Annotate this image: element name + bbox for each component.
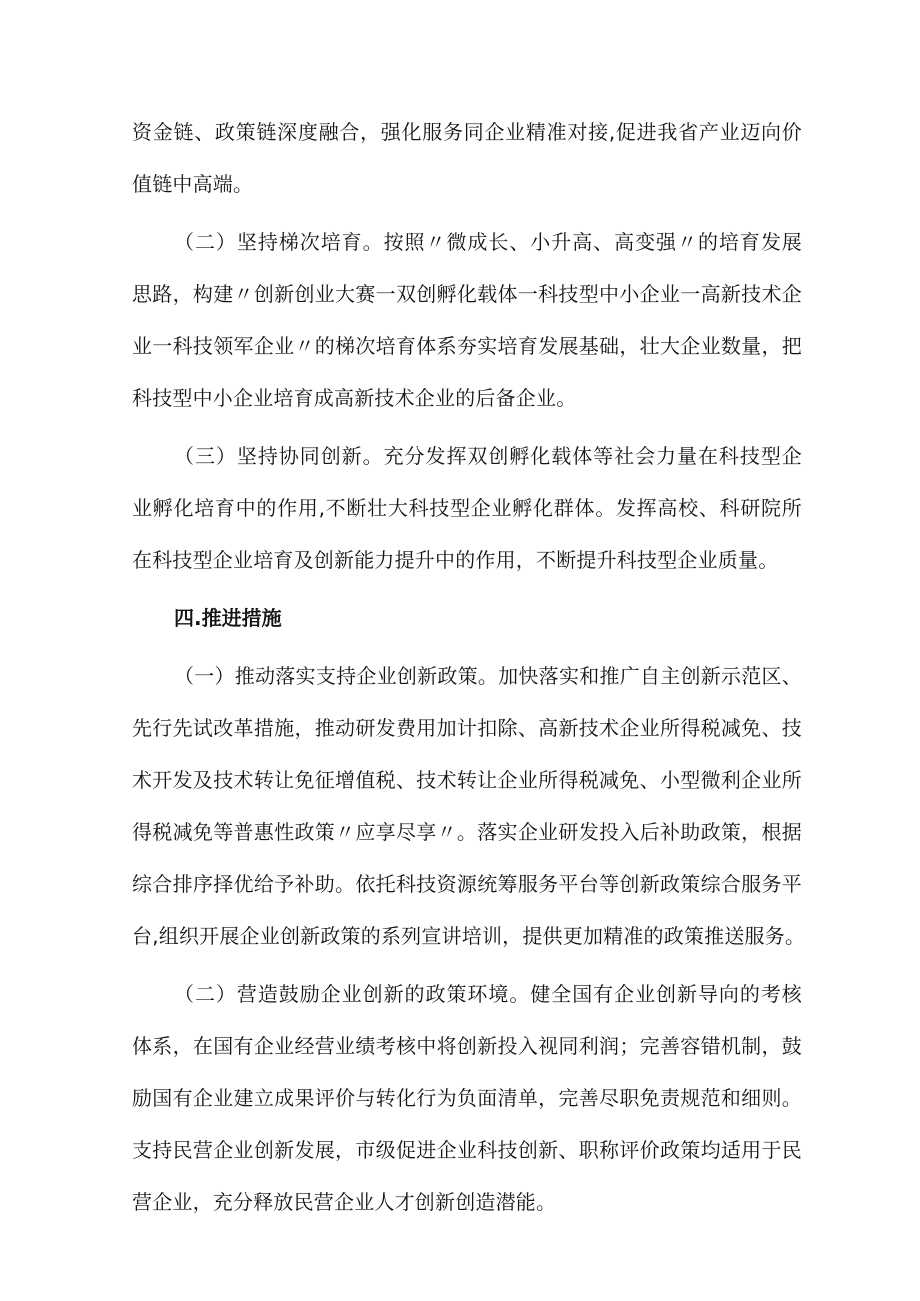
paragraph-chain-integration <box>132 106 802 210</box>
text-line: 科技型中小企业培育成高新技术企业的后备企业。 <box>132 386 577 410</box>
text-line: 业一科技领军企业〃的梯次培育体系夯实培育发展基础，壮大企业数量，把 <box>132 334 802 358</box>
text-line: 体系，在国有企业经营业绩考核中将创新投入视同利润；完善容错机制，鼓 <box>132 1034 802 1058</box>
text-line: 支持民营企业创新发展，市级促进企业科技创新、职称评价政策均适用于民 <box>132 1138 802 1162</box>
document-body <box>132 106 806 1234</box>
text-line: 术开发及技术转让免征增值税、技术转让企业所得税减免、小型微利企业所 <box>132 768 802 792</box>
text-line: 得税减免等普惠性政策〃应享尽享〃。落实企业研发投入后补助政策，根据 <box>132 820 802 844</box>
text-line: 综合排序择优给予补助。依托科技资源统筹服务平台等创新政策综合服务平 <box>132 872 802 896</box>
text-line: （三）坚持协同创新。充分发挥双创孵化载体等社会力量在科技型企 <box>174 444 802 468</box>
text-line: （二）营造鼓励企业创新的政策环境。健全国有企业创新导向的考核 <box>174 982 802 1006</box>
text-line: 值链中高端。 <box>132 172 254 196</box>
paragraph-collaborative-innovation <box>132 430 802 586</box>
text-line: 先行先试改革措施，推动研发费用加计扣除、高新技术企业所得税减免、技 <box>132 716 802 740</box>
section-heading: 四.推进措施 <box>174 606 282 630</box>
text-line: 资金链、政策链深度融合，强化服务同企业精准对接,促进我省产业迈向价 <box>132 120 802 144</box>
text-line: （一）推动落实支持企业创新政策。加快落实和推广自主创新示范区、 <box>174 664 802 688</box>
text-line: 思路，构建〃创新创业大赛一双创孵化载体一科技型中小企业一高新技术企 <box>132 282 802 306</box>
text-line: 励国有企业建立成果评价与转化行为负面清单，完善尽职免责规范和细则。 <box>132 1086 802 1110</box>
paragraph-policy-implementation <box>132 650 806 962</box>
text-line: 在科技型企业培育及创新能力提升中的作用，不断提升科技型企业质量。 <box>132 548 779 572</box>
text-line: 台,组织开展企业创新政策的系列宣讲培训，提供更加精准的政策推送服务。 <box>132 924 806 948</box>
text-line: （二）坚持梯次培育。按照〃微成长、小升高、高变强〃的培育发展 <box>174 230 802 254</box>
paragraph-tiered-cultivation <box>132 216 802 424</box>
text-line: 营企业，充分释放民营企业人才创新创造潜能。 <box>132 1190 557 1214</box>
paragraph-policy-environment <box>132 968 802 1228</box>
text-line: 业孵化培育中的作用,不断壮大科技型企业孵化群体。发挥高校、科研院所 <box>132 496 802 520</box>
